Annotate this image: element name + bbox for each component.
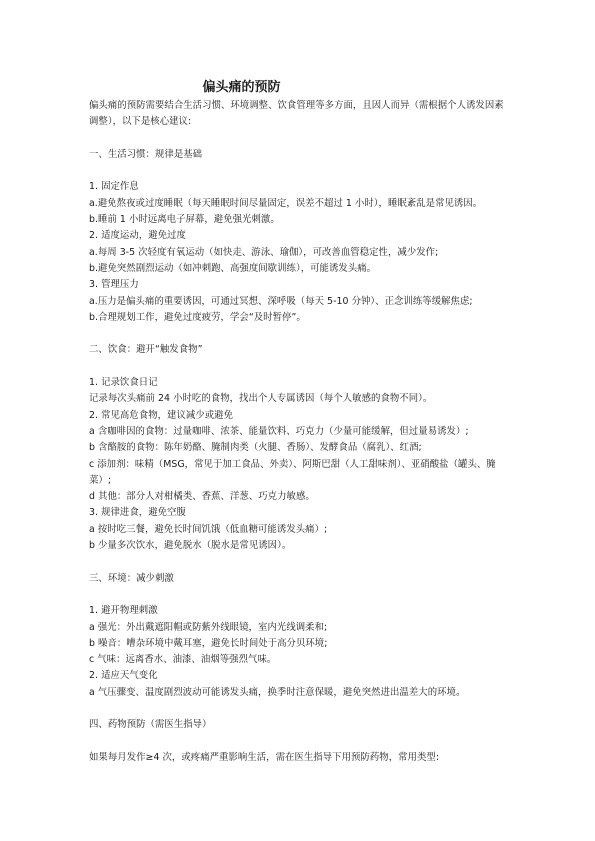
list-item: b.合理规划工作，避免过度疲劳，学会“及时暂停”。 xyxy=(89,311,306,323)
list-item: b 噪音：嘈杂环境中戴耳塞，避免长时间处于高分贝环境; xyxy=(89,637,328,649)
list-item: c 添加剂：味精（MSG，常见于加工食品、外卖）、阿斯巴甜（人工甜味剂）、亚硝酸盐（罐头、腌菜）; xyxy=(89,458,496,486)
intro-paragraph: 偏头痛的预防需要结合生活习惯、环境调整、饮食管理等多方面，且因人而异（需根据个人诱发因素调整），以下是核心建议: xyxy=(89,100,504,128)
section-heading-environment: 三、环境：减少刺激 xyxy=(89,572,174,584)
list-item: 2. 适应天气变化 xyxy=(89,670,158,682)
list-item: b.睡前 1 小时远离电子屏幕，避免强光刺激。 xyxy=(89,214,280,226)
section-heading-diet: 二、饮食：避开“触发食物” xyxy=(89,344,203,356)
section-heading-medication: 四、药物预防（需医生指导） xyxy=(89,719,212,731)
document-body xyxy=(89,98,509,766)
list-item: 2. 常见高危食物，建议减少或避免 xyxy=(89,409,234,421)
list-item: b 少量多次饮水，避免脱水（脱水是常见诱因）。 xyxy=(89,540,292,552)
list-item: 2. 适度运动，避免过度 xyxy=(89,230,186,242)
list-item: a.每周 3-5 次轻度有氧运动（如快走、游泳、瑜伽），可改善血管稳定性，减少发作; xyxy=(89,246,439,258)
list-item: a.避免熬夜或过度睡眠（每天睡眠时间尽量固定，误差不超过 1 小时），睡眠紊乱是常见诱因。 xyxy=(89,197,483,209)
list-item: a.压力是偏头痛的重要诱因，可通过冥想、深呼吸（每天 5-10 分钟）、正念训练等缓解焦虑; xyxy=(89,295,473,307)
list-item: a 按时吃三餐，避免长时间饥饿（低血糖可能诱发头痛）; xyxy=(89,523,328,535)
list-item: d 其他：部分人对柑橘类、香蕉、洋葱、巧克力敏感。 xyxy=(89,491,315,503)
list-item: a 气压骤变、温度剧烈波动可能诱发头痛，换季时注意保暖，避免突然进出温差大的环境。 xyxy=(89,686,466,698)
list-item: a 含咖啡因的食物：过量咖啡、浓茶、能量饮料、巧克力（少量可能缓解，但过量易诱发）; xyxy=(89,425,469,437)
list-item: b 含酪胺的食物：陈年奶酪、腌制肉类（火腿、香肠）、发酵食品（腐乳）、红酒; xyxy=(89,442,422,454)
list-item: 1. 记录饮食日记 xyxy=(89,377,158,389)
list-item: a 强光：外出戴遮阳帽或防紫外线眼镜，室内光线调柔和; xyxy=(89,621,328,633)
section-heading-lifestyle: 一、生活习惯：规律是基础 xyxy=(89,148,203,160)
list-item: 1. 固定作息 xyxy=(89,181,139,193)
list-item: 1. 避开物理刺激 xyxy=(89,605,158,617)
list-item: 3. 管理压力 xyxy=(89,279,139,291)
document-title: 偏头痛的预防 xyxy=(202,80,281,95)
list-item: c 气味：远离香水、油漆、油烟等强烈气味。 xyxy=(89,654,277,666)
list-item: 记录每次头痛前 24 小时吃的食物，找出个人专属诱因（每个人敏感的食物不同）。 xyxy=(89,393,433,405)
medication-paragraph: 如果每月发作≥4 次，或疼痛严重影响生活，需在医生指导下用预防药物，常用类型: xyxy=(89,751,440,763)
list-item: 3. 规律进食，避免空腹 xyxy=(89,507,186,519)
list-item: b.避免突然剧烈运动（如冲刺跑、高强度间歇训练），可能诱发头痛。 xyxy=(89,262,377,274)
